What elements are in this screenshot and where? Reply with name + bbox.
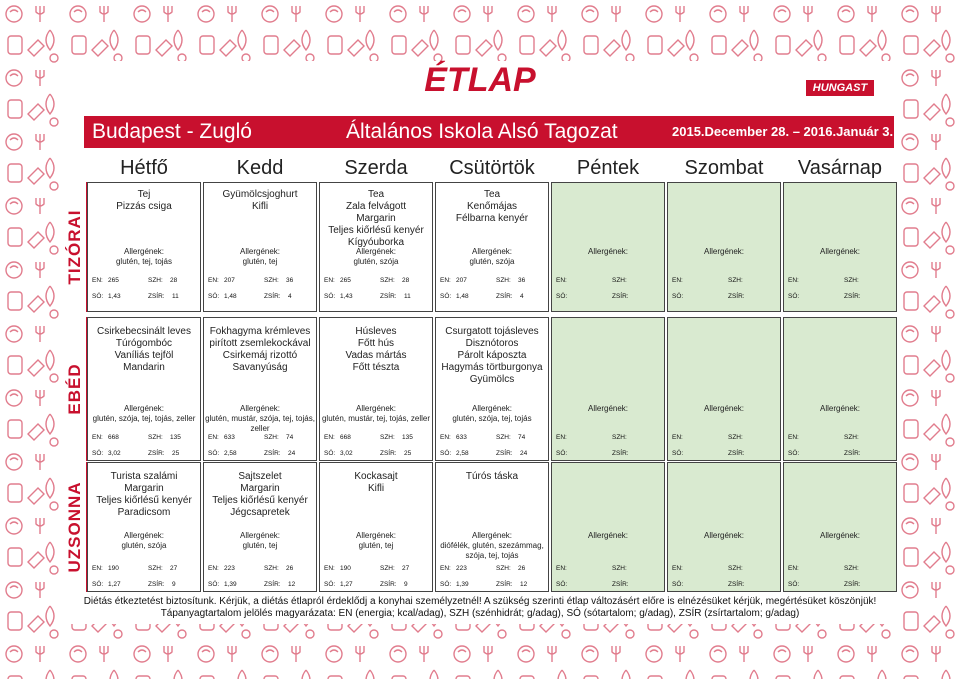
stat-en-value: 668 xyxy=(340,434,351,441)
stat-en-label: EN: xyxy=(324,434,335,441)
stat-en-label: EN: xyxy=(672,277,683,284)
menu-cell xyxy=(435,182,549,312)
allergen-label: Allergének: xyxy=(123,404,165,413)
stat-szh-value: 135 xyxy=(170,434,181,441)
menu-items: Tea Zala felvágott Margarin Teljes kiőrlésű kenyér Kígyóuborka xyxy=(328,189,424,248)
menu-cell xyxy=(203,462,317,592)
nutrition-stats xyxy=(552,565,664,595)
stat-en-label: EN: xyxy=(556,565,567,572)
stat-szh-value: 74 xyxy=(518,434,526,441)
nutrition-stats xyxy=(320,434,432,464)
stat-szh-label: SZH: xyxy=(728,277,743,284)
menu-cell xyxy=(319,317,433,461)
stat-en-label: EN: xyxy=(92,434,103,441)
stat-zsir-value: 4 xyxy=(520,293,524,300)
stat-szh-label: SZH: xyxy=(264,277,279,284)
stat-so-value: 1,43 xyxy=(108,293,121,300)
stat-zsir-value: 12 xyxy=(288,581,296,588)
allergen-label: Allergének: xyxy=(587,531,629,540)
stat-szh-label: SZH: xyxy=(148,277,163,284)
stat-zsir-value: 25 xyxy=(404,450,412,457)
stat-szh-value: 36 xyxy=(518,277,526,284)
menu-cell xyxy=(783,462,897,592)
stat-so-value: 1,39 xyxy=(456,581,469,588)
menu-cell xyxy=(87,462,201,592)
menu-items: Tea Kenőmájas Félbarna kenyér xyxy=(455,189,529,224)
stat-zsir-label: ZSÍR: xyxy=(844,581,861,588)
menu-items: Fokhagyma krémleves pirított zsemlekockával Csirkemáj rizottó Savanyúság xyxy=(209,326,311,373)
stat-so-label: SÓ: xyxy=(672,581,684,588)
nutrition-stats xyxy=(436,434,548,464)
stat-en-label: EN: xyxy=(556,277,567,284)
allergen-label: Allergének: xyxy=(703,531,745,540)
nutrition-stats xyxy=(204,434,316,464)
stat-szh-label: SZH: xyxy=(844,565,859,572)
stat-so-label: SÓ: xyxy=(440,581,452,588)
stat-szh-value: 36 xyxy=(286,277,294,284)
stat-zsir-value: 24 xyxy=(288,450,296,457)
stat-so-label: SÓ: xyxy=(788,581,800,588)
menu-cell xyxy=(667,182,781,312)
menu-cell xyxy=(435,317,549,461)
stat-en-label: EN: xyxy=(788,434,799,441)
stat-so-value: 3,02 xyxy=(340,450,353,457)
allergen-label: Allergének: xyxy=(703,247,745,256)
stat-szh-value: 74 xyxy=(286,434,294,441)
stat-so-label: SÓ: xyxy=(672,293,684,300)
stat-szh-label: SZH: xyxy=(264,565,279,572)
stat-szh-label: SZH: xyxy=(612,565,627,572)
menu-items: Turista szalámi Margarin Teljes kiőrlésű kenyér Paradicsom xyxy=(96,471,192,518)
stat-szh-value: 27 xyxy=(402,565,410,572)
stat-szh-label: SZH: xyxy=(496,434,511,441)
stat-zsir-label: ZSÍR: xyxy=(380,450,397,457)
menu-cell xyxy=(203,182,317,312)
stat-en-value: 223 xyxy=(456,565,467,572)
stat-so-value: 2,58 xyxy=(224,450,237,457)
stat-szh-value: 135 xyxy=(402,434,413,441)
stat-en-value: 223 xyxy=(224,565,235,572)
stat-szh-label: SZH: xyxy=(148,565,163,572)
stat-zsir-label: ZSÍR: xyxy=(728,293,745,300)
allergen-list: glutén, szója, tej, tojás, zeller xyxy=(92,414,196,423)
stat-szh-value: 26 xyxy=(518,565,526,572)
stat-en-value: 668 xyxy=(108,434,119,441)
nutrition-stats xyxy=(668,434,780,464)
section-label-text: EBÉD xyxy=(65,363,84,415)
allergen-label: Allergének: xyxy=(355,531,397,540)
stat-zsir-label: ZSÍR: xyxy=(148,293,165,300)
nutrition-stats xyxy=(436,565,548,595)
nutrition-stats xyxy=(784,277,896,307)
allergen-list: glutén, szója xyxy=(469,257,515,266)
stat-zsir-label: ZSÍR: xyxy=(148,581,165,588)
stat-en-value: 190 xyxy=(340,565,351,572)
page-title: ÉTLAP xyxy=(424,61,536,99)
stat-szh-label: SZH: xyxy=(148,434,163,441)
stat-so-label: SÓ: xyxy=(92,450,104,457)
stat-zsir-label: ZSÍR: xyxy=(148,450,165,457)
stat-zsir-value: 24 xyxy=(520,450,528,457)
stat-zsir-label: ZSÍR: xyxy=(264,450,281,457)
stat-zsir-value: 9 xyxy=(404,581,408,588)
nutrition-stats xyxy=(436,277,548,307)
stat-szh-value: 28 xyxy=(170,277,178,284)
menu-cell xyxy=(551,182,665,312)
stat-so-label: SÓ: xyxy=(440,450,452,457)
menu-cell xyxy=(319,462,433,592)
stat-so-label: SÓ: xyxy=(324,450,336,457)
allergen-list: glutén, szója, tej, tojás xyxy=(452,414,532,423)
stat-en-label: EN: xyxy=(208,565,219,572)
stat-zsir-label: ZSÍR: xyxy=(496,293,513,300)
stat-szh-label: SZH: xyxy=(380,434,395,441)
section-label-uzsonna xyxy=(64,462,86,592)
stat-zsir-label: ZSÍR: xyxy=(496,581,513,588)
stat-en-label: EN: xyxy=(324,277,335,284)
stat-zsir-value: 11 xyxy=(404,293,411,300)
allergen-list: glutén, tej xyxy=(242,257,278,266)
stat-so-label: SÓ: xyxy=(788,450,800,457)
menu-items: Kockasajt Kifli xyxy=(354,471,398,494)
menu-cell xyxy=(203,317,317,461)
allergen-label: Allergének: xyxy=(123,531,165,540)
stat-en-label: EN: xyxy=(672,565,683,572)
stat-szh-label: SZH: xyxy=(496,277,511,284)
stat-en-label: EN: xyxy=(92,277,103,284)
stat-szh-label: SZH: xyxy=(496,565,511,572)
stat-en-label: EN: xyxy=(788,565,799,572)
day-header-7: Vasárnap xyxy=(797,157,883,179)
nutrition-stats xyxy=(668,565,780,595)
nutrition-stats xyxy=(204,565,316,595)
stat-so-label: SÓ: xyxy=(556,581,568,588)
menu-cell xyxy=(551,462,665,592)
stat-so-label: SÓ: xyxy=(440,293,452,300)
stat-en-label: EN: xyxy=(208,277,219,284)
stat-so-label: SÓ: xyxy=(92,293,104,300)
header-bar xyxy=(84,116,894,148)
stat-so-label: SÓ: xyxy=(208,581,220,588)
allergen-label: Allergének: xyxy=(355,404,397,413)
nutrition-stats xyxy=(784,565,896,595)
stat-so-label: SÓ: xyxy=(208,450,220,457)
stat-szh-label: SZH: xyxy=(728,565,743,572)
brand-logo: HUNGAST xyxy=(806,80,874,96)
stat-en-value: 190 xyxy=(108,565,119,572)
menu-items: Gyümölcsjoghurt Kifli xyxy=(222,189,298,212)
section-label-ebéd xyxy=(64,317,86,461)
allergen-label: Allergének: xyxy=(703,404,745,413)
stat-so-label: SÓ: xyxy=(92,581,104,588)
stat-szh-value: 28 xyxy=(402,277,410,284)
stat-en-label: EN: xyxy=(440,434,451,441)
stat-en-label: EN: xyxy=(672,434,683,441)
menu-cell xyxy=(667,462,781,592)
section-label-text: TIZÓRAI xyxy=(65,209,84,285)
stat-so-value: 1,43 xyxy=(340,293,353,300)
stat-zsir-value: 11 xyxy=(172,293,179,300)
stat-en-label: EN: xyxy=(788,277,799,284)
stat-so-label: SÓ: xyxy=(672,450,684,457)
stat-zsir-label: ZSÍR: xyxy=(380,293,397,300)
stat-szh-label: SZH: xyxy=(844,434,859,441)
stat-so-value: 2,58 xyxy=(456,450,469,457)
stat-en-value: 207 xyxy=(456,277,467,284)
menu-items: Csirkebecsinált leves Túrógombóc Vaníliás tejföl Mandarin xyxy=(97,326,191,373)
stat-so-label: SÓ: xyxy=(556,450,568,457)
stat-szh-value: 27 xyxy=(170,565,178,572)
nutrition-stats xyxy=(784,434,896,464)
stat-szh-label: SZH: xyxy=(380,277,395,284)
stat-zsir-label: ZSÍR: xyxy=(380,581,397,588)
menu-cell xyxy=(319,182,433,312)
stat-so-value: 1,39 xyxy=(224,581,237,588)
stat-en-label: EN: xyxy=(440,277,451,284)
footer xyxy=(66,596,894,620)
stat-so-label: SÓ: xyxy=(208,293,220,300)
stat-zsir-label: ZSÍR: xyxy=(612,581,629,588)
stat-so-label: SÓ: xyxy=(788,293,800,300)
allergen-label: Allergének: xyxy=(819,404,861,413)
allergen-list: glutén, szója xyxy=(121,541,167,550)
stat-zsir-label: ZSÍR: xyxy=(612,293,629,300)
stat-zsir-value: 9 xyxy=(172,581,176,588)
stat-so-value: 1,48 xyxy=(224,293,237,300)
menu-items: Tej Pizzás csiga xyxy=(116,189,172,212)
stat-en-value: 265 xyxy=(340,277,351,284)
stat-en-value: 633 xyxy=(456,434,467,441)
stat-zsir-label: ZSÍR: xyxy=(844,293,861,300)
nutrition-stats xyxy=(204,277,316,307)
stat-en-label: EN: xyxy=(92,565,103,572)
stat-zsir-value: 25 xyxy=(172,450,180,457)
allergen-label: Allergének: xyxy=(355,247,397,256)
footer-legend: Tápanyagtartalom jelölés magyarázata: EN (energia; kcal/adag), SZH (szénhidrát; g/adag), SÓ (sótartalom; g/adag), ZSÍR (zsírtartalom; g/adag) xyxy=(160,608,800,619)
menu-cell xyxy=(87,182,201,312)
stat-szh-label: SZH: xyxy=(728,434,743,441)
nutrition-stats xyxy=(320,565,432,595)
stat-en-label: EN: xyxy=(556,434,567,441)
section-label-text: UZSONNA xyxy=(65,481,84,573)
nutrition-stats xyxy=(668,277,780,307)
allergen-list: glutén, tej xyxy=(358,541,394,550)
stat-en-value: 633 xyxy=(224,434,235,441)
stat-zsir-label: ZSÍR: xyxy=(496,450,513,457)
menu-cell xyxy=(435,462,549,592)
stat-so-value: 3,02 xyxy=(108,450,121,457)
location-label: Budapest - Zugló xyxy=(92,120,252,143)
stat-szh-label: SZH: xyxy=(844,277,859,284)
allergen-label: Allergének: xyxy=(123,247,165,256)
date-range: 2015.December 28. – 2016.Január 3. xyxy=(672,124,894,139)
nutrition-stats xyxy=(320,277,432,307)
allergen-label: Allergének: xyxy=(587,247,629,256)
allergen-list: glutén, mustár, tej, tojás, zeller xyxy=(321,414,431,423)
allergen-label: Allergének: xyxy=(471,531,513,540)
stat-en-label: EN: xyxy=(440,565,451,572)
stat-szh-label: SZH: xyxy=(612,434,627,441)
menu-cell xyxy=(783,182,897,312)
allergen-label: Allergének: xyxy=(239,404,281,413)
menu-items: Túrós táska xyxy=(465,471,519,482)
day-header-5: Péntek xyxy=(576,157,640,179)
nutrition-stats xyxy=(88,434,200,464)
menu-items: Csurgatott tojásleves Disznótoros Párolt káposzta Hagymás törtburgonya Gyümölcs xyxy=(441,326,543,385)
nutrition-stats xyxy=(552,277,664,307)
allergen-list: glutén, tej, tojás xyxy=(115,257,173,266)
stat-szh-value: 26 xyxy=(286,565,294,572)
menu-cell xyxy=(87,317,201,461)
allergen-label: Allergének: xyxy=(471,404,513,413)
allergen-label: Allergének: xyxy=(819,531,861,540)
section-label-tizórai xyxy=(64,182,86,312)
allergen-label: Allergének: xyxy=(819,247,861,256)
stat-zsir-label: ZSÍR: xyxy=(264,581,281,588)
stat-en-value: 265 xyxy=(108,277,119,284)
menu-items: Sajtszelet Margarin Teljes kiőrlésű kenyér Jégcsapretek xyxy=(212,471,308,518)
nutrition-stats xyxy=(88,565,200,595)
stat-so-label: SÓ: xyxy=(556,293,568,300)
stat-so-value: 1,48 xyxy=(456,293,469,300)
menu-items: Húsleves Főtt hús Vadas mártás Főtt tészta xyxy=(345,326,407,373)
menu-cell xyxy=(783,317,897,461)
allergen-label: Allergének: xyxy=(239,247,281,256)
stat-zsir-value: 12 xyxy=(520,581,528,588)
allergen-list: glutén, szója xyxy=(353,257,399,266)
stat-en-value: 207 xyxy=(224,277,235,284)
allergen-label: Allergének: xyxy=(471,247,513,256)
stat-szh-label: SZH: xyxy=(264,434,279,441)
day-header-6: Szombat xyxy=(684,157,764,179)
allergen-list: glutén, tej xyxy=(242,541,278,550)
stat-so-value: 1,27 xyxy=(340,581,353,588)
menu-cell xyxy=(667,317,781,461)
stat-en-label: EN: xyxy=(324,565,335,572)
stat-zsir-label: ZSÍR: xyxy=(264,293,281,300)
allergen-list: diófélék, glutén, szezámmag, szója, tej, tojás xyxy=(440,541,544,560)
menu-cell xyxy=(551,317,665,461)
stat-zsir-label: ZSÍR: xyxy=(612,450,629,457)
allergen-label: Allergének: xyxy=(239,531,281,540)
stat-zsir-value: 4 xyxy=(288,293,292,300)
footer-note: Diétás étkeztetést biztosítunk. Kérjük, a diétás étlapról érdeklődj a konyhai személyzetnél! A szükség szerinti étlap változásért előre is elnézésüket kérjük, megértésüket köszönjük! xyxy=(83,596,877,607)
nutrition-stats xyxy=(88,277,200,307)
stat-so-label: SÓ: xyxy=(324,293,336,300)
allergen-label: Allergének: xyxy=(587,404,629,413)
stat-so-label: SÓ: xyxy=(324,581,336,588)
stat-so-value: 1,27 xyxy=(108,581,121,588)
stat-zsir-label: ZSÍR: xyxy=(728,450,745,457)
stat-zsir-label: ZSÍR: xyxy=(728,581,745,588)
day-header-2: Kedd xyxy=(236,157,284,179)
day-header-4: Csütörtök xyxy=(449,157,535,179)
stat-en-label: EN: xyxy=(208,434,219,441)
day-header-3: Szerda xyxy=(344,157,408,179)
allergen-list: glutén, mustár, szója, tej, tojás, zeller xyxy=(205,414,315,433)
nutrition-stats xyxy=(552,434,664,464)
stat-szh-label: SZH: xyxy=(612,277,627,284)
stat-zsir-label: ZSÍR: xyxy=(844,450,861,457)
stat-szh-label: SZH: xyxy=(380,565,395,572)
day-header-1: Hétfő xyxy=(120,157,168,179)
school-label: Általános Iskola Alsó Tagozat xyxy=(346,120,618,143)
